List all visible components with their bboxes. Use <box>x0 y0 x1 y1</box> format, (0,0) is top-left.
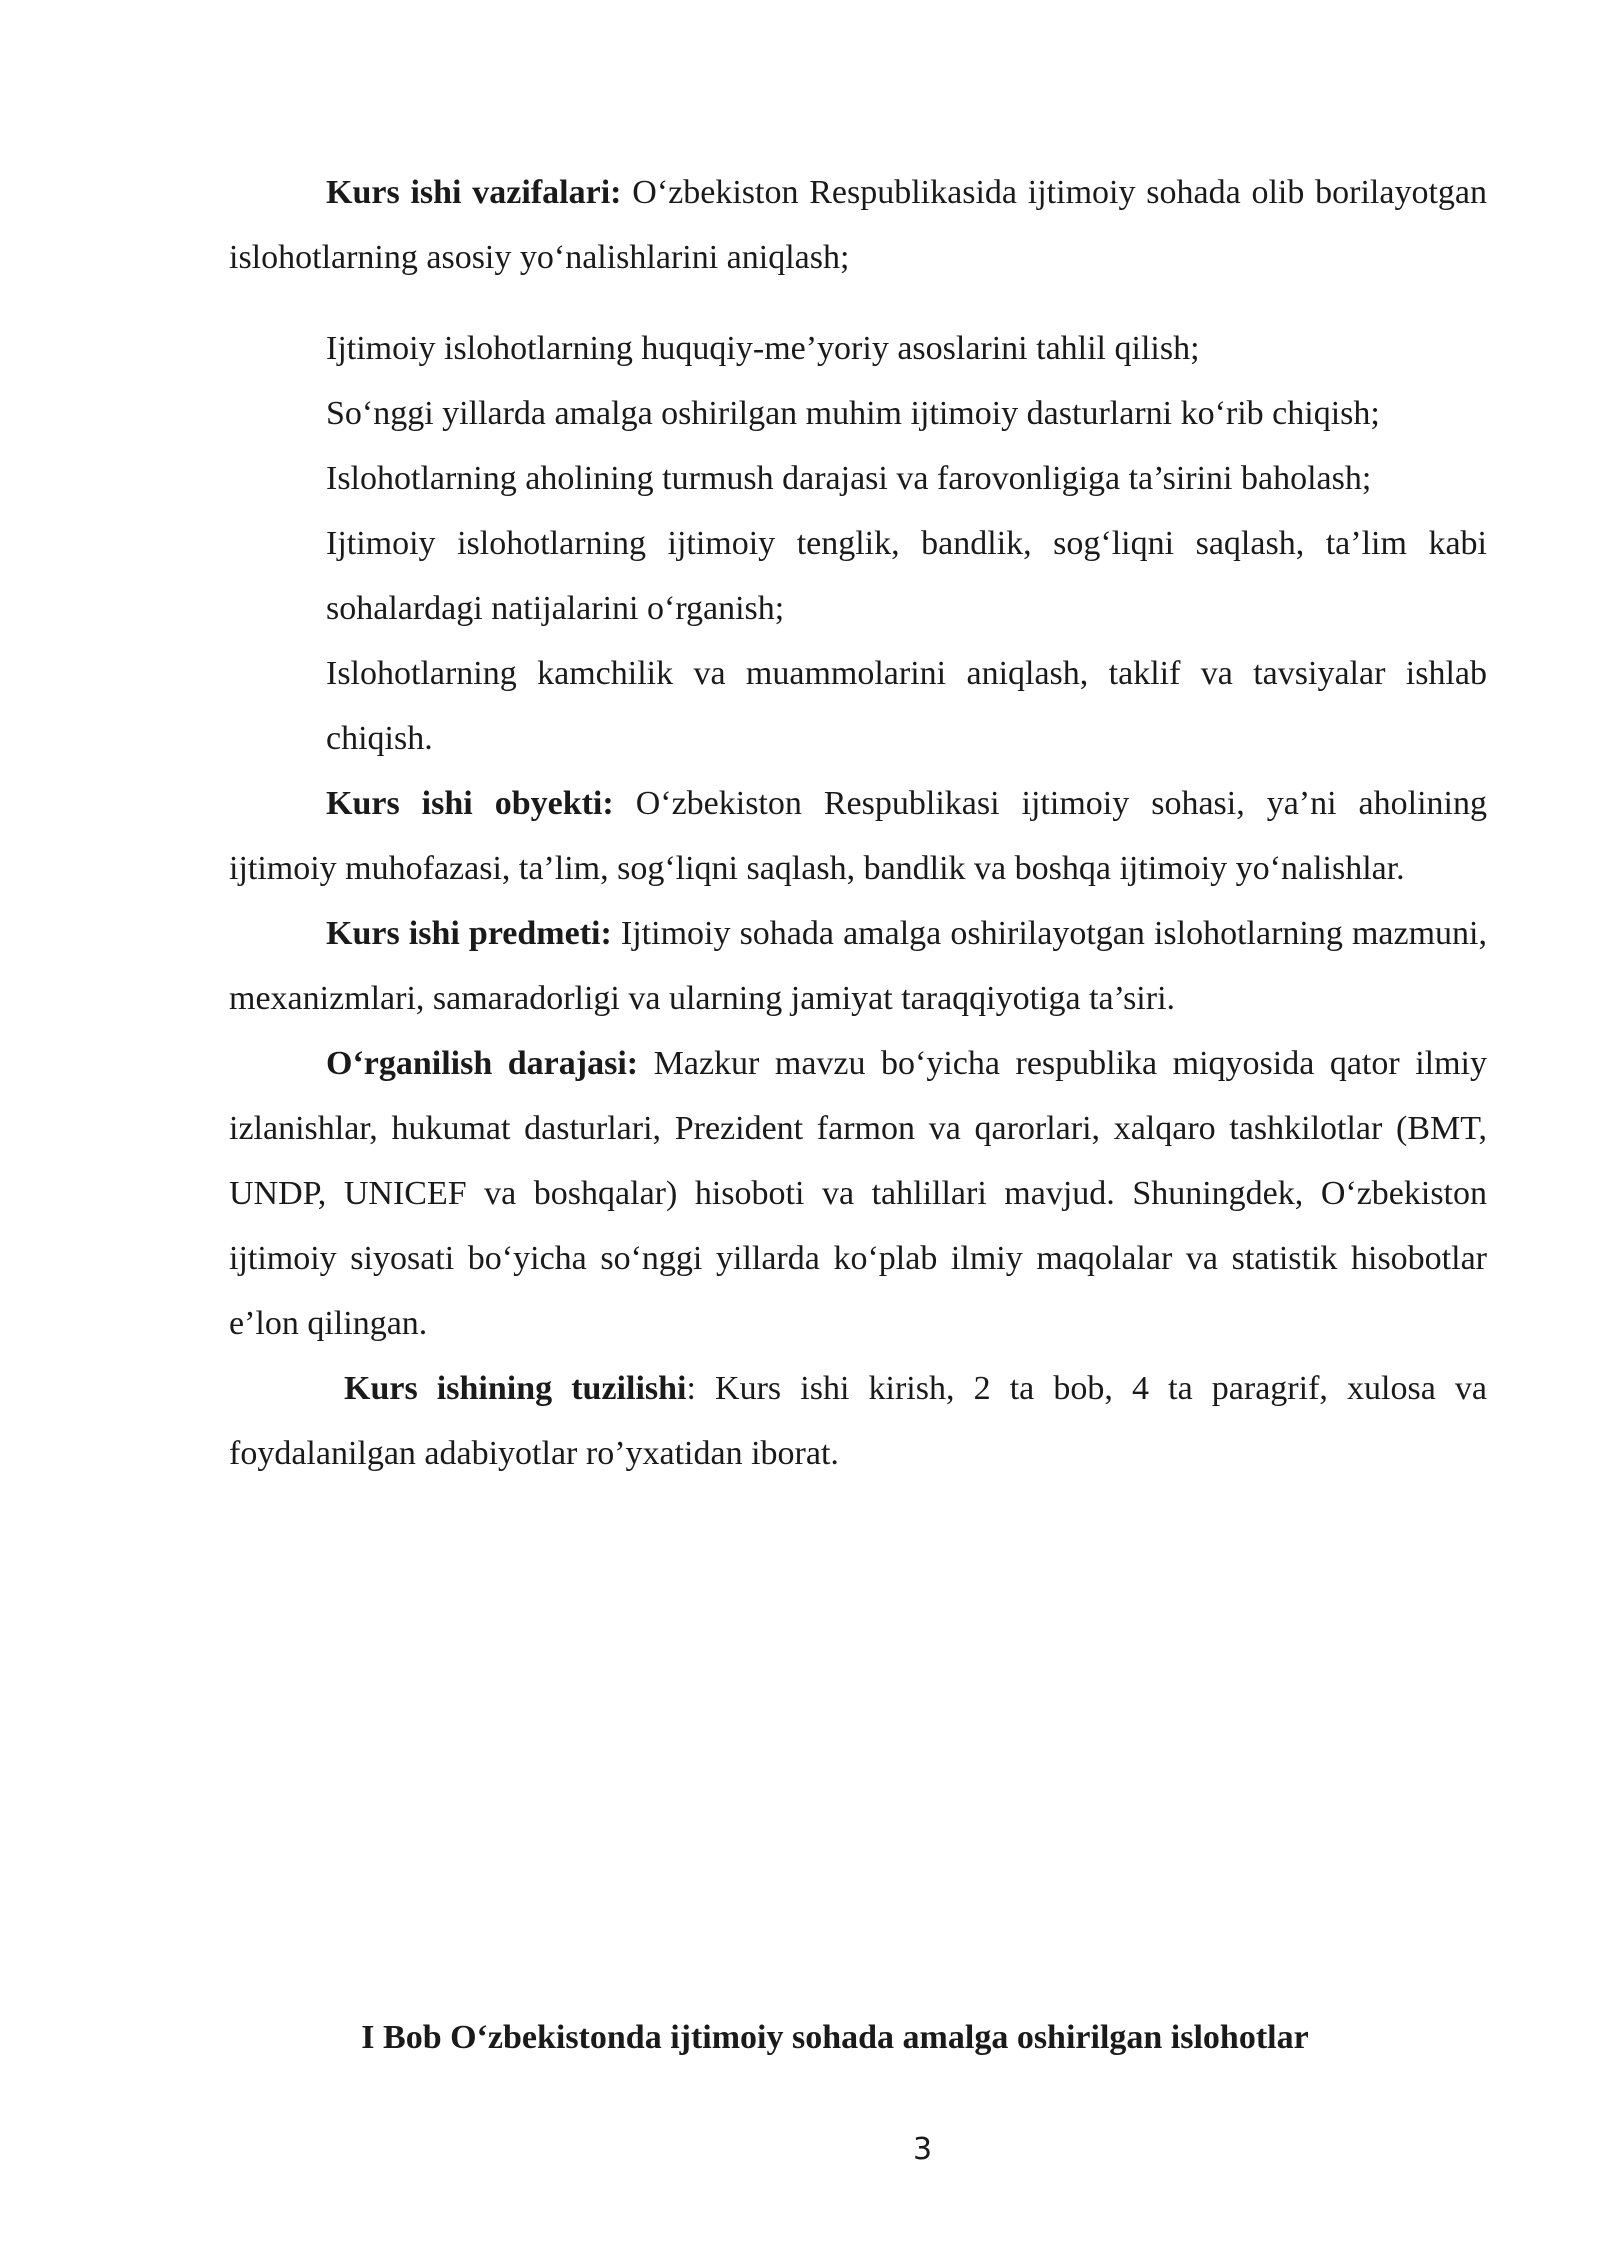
page-content <box>229 160 1487 1486</box>
subject-text: Ijtimoiy sohada amalga oshirilayotgan islohotlarning mazmuni, mexanizmlari, samaradorligi va ularning jamiyat taraqqiyotiga ta’siri. <box>229 915 1487 1017</box>
study-level-paragraph <box>229 1031 1487 1356</box>
list-item: So‘nggi yillarda amalga oshirilgan muhim ijtimoiy dasturlarni ko‘rib chiqish; <box>326 395 1380 432</box>
list-item: Ijtimoiy islohotlarning ijtimoiy tenglik, bandlik, sog‘liqni saqlash, ta’lim kabi sohalardagi natijalarini o‘rganish; <box>326 525 1487 627</box>
tasks-heading: Kurs ishi vazifalari: <box>326 174 622 211</box>
object-paragraph <box>229 771 1487 901</box>
list-item: Islohotlarning kamchilik va muammolarini aniqlash, taklif va tavsiyalar ishlab chiqish. <box>326 655 1487 757</box>
study-level-text: Mazkur mavzu bo‘yicha respublika miqyosida qator ilmiy izlanishlar, hukumat dasturlari, Prezident farmon va qarorlari, xalqaro tashkilotlar (BMT, UNDP, UNICEF va boshqalar) hisoboti va tahlillari mavjud. Shuningdek, O‘zbekiston ijtimoiy siyosati bo‘yicha so‘nggi yillarda ko‘plab ilmiy maqolalar va statistik hisobotlar e’lon qilingan. <box>229 1045 1487 1342</box>
list-item: Islohotlarning aholining turmush darajasi va farovonligiga ta’sirini baholash; <box>326 460 1372 497</box>
subject-heading: Kurs ishi predmeti: <box>326 915 612 952</box>
page-number: 3 <box>912 2132 933 2167</box>
study-level-heading: O‘rganilish darajasi: <box>326 1045 639 1082</box>
tasks-list <box>326 316 1487 771</box>
tasks-paragraph <box>229 160 1487 290</box>
structure-text: : Kurs ishi kirish, 2 ta bob, 4 ta paragrif, xulosa va foydalanilgan adabiyotlar ro’yxatidan iborat. <box>229 1370 1487 1472</box>
structure-paragraph <box>229 1356 1487 1486</box>
structure-heading: Kurs ishining tuzilishi <box>344 1370 687 1407</box>
tasks-intro-text: O‘zbekiston Respublikasida ijtimoiy sohada olib borilayotgan islohotlarning asosiy yo‘nalishlarini aniqlash; <box>229 174 1487 276</box>
chapter-title: I Bob O‘zbekistonda ijtimoiy sohada amalga oshirilgan islohotlar <box>361 2019 1309 2056</box>
object-heading: Kurs ishi obyekti: <box>326 785 614 822</box>
object-text: O‘zbekiston Respublikasi ijtimoiy sohasi, ya’ni aholining ijtimoiy muhofazasi, ta’lim, sog‘liqni saqlash, bandlik va boshqa ijtimoiy yo‘nalishlar. <box>229 785 1487 887</box>
subject-paragraph <box>229 901 1487 1031</box>
list-item: Ijtimoiy islohotlarning huquqiy-me’yoriy asoslarini tahlil qilish; <box>326 330 1200 367</box>
